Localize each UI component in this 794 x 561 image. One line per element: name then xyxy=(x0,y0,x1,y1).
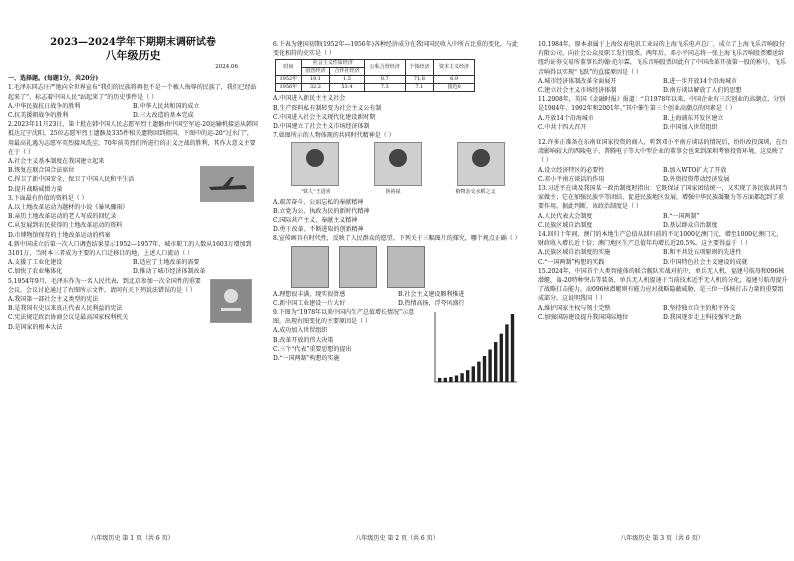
option-c: C.邓小平南方谈话的作用 xyxy=(538,175,605,183)
table-cell: 1956年 xyxy=(276,84,302,92)
question-8: 8.宣传画具有时代性，反映了人民群众的愿望。下列关于三幅图片的探究，哪个观点正确（ ） xyxy=(273,235,521,243)
question-3: 3.下面最有价值的资料是（ ） xyxy=(8,194,88,202)
question-3-options xyxy=(8,203,258,240)
portrait-caption: “铁人”王进喜 xyxy=(300,189,331,196)
question-9-options xyxy=(273,326,423,363)
option-b: B.亲历土地改革运动的老人写成的回忆录 xyxy=(8,213,117,221)
option-a: A.艰苦奋斗、公而忘私的奉献精神 xyxy=(273,198,364,206)
question-1: 1.毛泽东同志庄严地向全世界宣布“我们的民族将再也不是一个被人侮辱的民族了，我们已经站起来了”，标志着中国人民“站起来了”的历史事件是（ ） xyxy=(8,84,257,101)
question-15: 15.2024年，中国首个人类智能体的联合舰队实战对抗中，单兵无人机，福建号航母和096核潜艇，轰-20特种突击等装备，单兵无人机提速于当前技术近乎无人机的分化，福建号航母提升了战略打击能力，而096核潜艇则有能力应对战略隐蔽威胁，是三位一体核打击力量的重要组成部分。这说明我国（ ） xyxy=(538,267,788,303)
option-d: D.三大改造的基本完成 xyxy=(133,112,194,120)
option-d: D.外资投资带动经济发展 xyxy=(663,175,730,183)
option-d: D.中国特色社会主义建设的成就 xyxy=(663,258,748,266)
option-b: B.社会主义建设顺利推进 xyxy=(398,290,465,298)
question-14-options xyxy=(538,248,788,266)
exam-title: 2023—2024学年下期期末调研试卷 xyxy=(50,37,216,48)
option-c: C.从发展到农民获得的土地改革运动的资料 xyxy=(8,222,123,230)
option-c: C.新中国工业建设一片大好 xyxy=(273,299,346,307)
table-cell: 0.7 xyxy=(364,76,405,84)
option-d: D.提升战略威慑力量 xyxy=(8,185,63,193)
transport-plane-photo xyxy=(200,166,254,202)
table-cell: 71.8 xyxy=(405,76,433,84)
chart-axis xyxy=(435,312,517,382)
option-a: A.民族区域自治制度的实施 xyxy=(538,249,611,257)
option-b: B.立党为公、执政为民的新时代精神 xyxy=(273,207,370,215)
chart-bar xyxy=(472,366,475,382)
table-cell: 32.2 xyxy=(301,84,329,92)
question-9: 9.下图为“1978年以来中国内生产总值增长情况”示意图，出现右图变化的主要原因是（ ） xyxy=(273,309,415,326)
table-header: 个体经济 xyxy=(405,60,433,76)
question-4: 4.新中国成立后第一次人口调查结果显示1952—1957年，城市职工的人数从1603万增加到3101万，当时本三者成为主要的人口迁移目的地，上述人口流动（ ） xyxy=(8,240,252,258)
table-header: 公私合营经济 xyxy=(364,60,405,76)
option-a: A.社会主义基本制度在我国建立起来 xyxy=(8,158,105,166)
portrait-photo xyxy=(374,142,422,186)
option-b: B.中华人民共和国的成立 xyxy=(133,102,200,110)
table-cell: 19.1 xyxy=(301,76,329,84)
option-a: A.成功加入世贸组织 xyxy=(273,327,328,335)
table-row xyxy=(276,76,475,84)
table-cell: 7.1 xyxy=(405,84,433,92)
exam-subject: 八年级历史 xyxy=(105,49,161,62)
exam-page-2 xyxy=(265,0,529,561)
option-c: C.民族区域自治制度 xyxy=(538,221,593,229)
question-14: 14.回归十年间，澳门的本地生产总值从回归前的不足1000亿澳门元，增至1000亿澳门元，财政收入增长近十倍；澳门地区生产总值年均增长近20.5%。这主要得益于（ ） xyxy=(538,231,783,248)
option-b: B.恢复在联合国合法席位 xyxy=(8,167,75,175)
portrait-caption: 植物杂交水稻之父 xyxy=(455,189,496,196)
option-d: D.中国建立了社会主义市场经济体制 xyxy=(273,123,370,131)
table-row xyxy=(276,84,475,92)
option-d: D.南方谈话解放了人们的思想 xyxy=(663,87,742,95)
question-6-options xyxy=(273,94,523,131)
option-a: A.我国第一部社会主义类型的宪法 xyxy=(8,296,99,304)
question-1-options xyxy=(8,102,258,120)
option-c: C.抗美援朝战争的胜利 xyxy=(8,112,69,120)
exam-page-1 xyxy=(0,0,264,561)
option-a: A.支援了工业化建设 xyxy=(8,259,63,267)
question-13: 13.习近平在谈及我国某一政治制度时指出：它既保证了国家团结统一，又实现了各民族共同当家做主；它在加强民族平等团结、促进民族地区发展，增强中华民族凝聚力等方面都起到了重要作用。据此判断，该政治制度是（ ） xyxy=(538,185,788,211)
chart-bar xyxy=(511,314,514,382)
page-footer: 八年级历史 第 2 页（共 6 页） xyxy=(355,534,439,542)
question-10: 10.1984年，原本隶属于上海仪表电讯工业局的上海飞乐电声总厂，成立了上海飞乐音响股份有限公司，向社会公众及职工发行股票。两年后，邓小平同志将一张上海飞乐音响股票赠送给纽约证券交易所董事长约翰·范尔霖，飞乐音响股票因此有了中国改革开放第一股的称号，飞乐音响得以实现“飞跃”的直接原因是（ ） xyxy=(538,41,786,76)
option-d: D.推动了城市经济体制改革 xyxy=(133,268,206,276)
option-c: C.中共十四大召开 xyxy=(538,123,587,131)
option-c: C.捍卫了新中国安全，保卫了中国人民和平生活 xyxy=(8,176,135,184)
table-cell: 53.4 xyxy=(330,84,365,92)
portrait-photo xyxy=(457,142,505,186)
chart-bar xyxy=(477,362,480,382)
propaganda-posters xyxy=(291,246,523,288)
table-subheader: 合作社经济 xyxy=(330,68,365,76)
option-c: C.宪法规定政治协商会议是最高国家权利机关 xyxy=(8,314,129,322)
option-b: B.进一步开放14个沿海城市 xyxy=(663,77,737,85)
question-6: 6.下表为建国初期(1952年—1956年)各种经济成分在我国国民收入中所占比重的变化，与此变化相符的史实是（ ） xyxy=(273,41,518,58)
option-c: C.建立社会主义市场经济体制 xyxy=(538,87,617,95)
option-a: A.维护国家主权与领土完整 xyxy=(538,304,611,312)
option-b: B.是我国有史以来真正代表人民利益的宪法 xyxy=(8,305,123,313)
option-b: B.改革开放的伟大决策 xyxy=(273,336,334,344)
portrait-photo xyxy=(291,142,339,186)
option-c: C.国际共产主义、奉献主义精神 xyxy=(273,217,358,225)
chart-bar xyxy=(505,324,508,382)
question-5: 5.1954年9月，毛泽东作为一名人民代表，到北京参加一次全国性的重要会议，会议讨论通过了右图所示文件，请问有关下列说法错误的是（ ） xyxy=(8,277,201,294)
chart-bar xyxy=(449,377,452,382)
table-header: 资本主义经济 xyxy=(434,60,475,76)
question-12: 12.许多正准备在东南亚国家投资的商人，听到邓小平南方谈话的情况后，纷纷改投深圳，在台湾影响较大的西陵电子、普腾电子等大中型企业的董事会也来到深圳考察投资环境，这反映了（ ） xyxy=(538,139,788,165)
option-d: D.我国逐步走上科技强军之路 xyxy=(663,313,742,321)
option-d: D.市博物馆保存的土地改革运动的档案 xyxy=(8,231,111,239)
chart-bar xyxy=(500,334,503,382)
option-a: A.中华民族抗日战争的胜利 xyxy=(8,102,81,110)
table-cell: 1952年 xyxy=(276,76,302,84)
question-9-block xyxy=(273,308,523,363)
question-12-options xyxy=(538,166,788,184)
poster-image xyxy=(291,246,329,288)
page-footer: 八年级历史 第 1 页（共 6 页） xyxy=(90,534,174,542)
portrait-caption: 焦裕禄 xyxy=(385,189,401,196)
chart-bar xyxy=(455,376,458,383)
question-15-options xyxy=(538,304,788,322)
table-subheader: 国营经济 xyxy=(301,68,329,76)
option-c: C.三个“代表”重要思想的提出 xyxy=(273,345,352,353)
option-a: A.设立经济特区的必要性 xyxy=(538,166,605,174)
option-a: A.人民代表大会制度 xyxy=(538,212,593,220)
option-d: D.勇于改革、不断进取的创新精神 xyxy=(273,226,364,234)
option-b: B.上海浦东开发区建立 xyxy=(663,114,724,122)
poster-image xyxy=(387,246,425,288)
chart-bar xyxy=(466,370,469,382)
chart-bar xyxy=(438,378,441,382)
table-header: 社会主义性质经济 xyxy=(301,60,364,68)
option-b: B.“一国两制” xyxy=(663,212,700,220)
option-d: D.中国加入世贸组织 xyxy=(663,123,718,131)
chart-bar xyxy=(488,350,491,382)
option-b: B.坚持独立自主的和平外交 xyxy=(663,304,736,312)
option-a: A.中国进入新民主主义社会 xyxy=(273,95,346,103)
question-4-options xyxy=(8,258,258,276)
option-b: B.生产资料私有制转变为社会主义公有制 xyxy=(273,104,382,112)
gdp-growth-chart xyxy=(429,308,519,388)
portrait-photos xyxy=(273,142,523,186)
exam-date: 2024.06 xyxy=(215,64,238,70)
option-a: A.城市经济体制改革全面展开 xyxy=(538,77,617,85)
option-c: C.“一国两制”构想的实践 xyxy=(538,258,605,266)
question-11: 11.2008年，英国《金融时报》报道：“自1978年以来，中国企业有三次创业的高潮点，分别是1984年、1992年和2001年。”其中催生第三个创业高潮点的因素是（ ） xyxy=(538,96,786,113)
option-c: C.加快了农业集体化 xyxy=(8,268,63,276)
option-a: A.理想很丰满，现实很骨感 xyxy=(273,290,346,298)
emblem-icon xyxy=(211,280,251,322)
question-13-options xyxy=(538,212,788,230)
question-2: 2.2023年11月23日，第十批在韩中国人民志愿军烈士遗骸由中国空军运-20运输机接运从韩国抵达辽宁沈阳，25位志愿军烈士遗骸及335件相关遗物回到祖国。下图中的运-20“过水门”，用最高礼遇为志愿军英烈接风洗尘。70年前英烈们所进行的正义之战的胜利，其作大意义主要在于（ ） xyxy=(8,121,258,156)
question-10-options xyxy=(538,77,788,95)
option-b: B.和平共处五项原则的先进性 xyxy=(663,249,742,257)
table-header: 时间 xyxy=(276,60,302,76)
constitution-book-photo xyxy=(210,279,252,323)
page-footer: 八年级历史 第 3 页（共 6 页） xyxy=(620,534,704,542)
option-b: B.适应了土地改革的需要 xyxy=(133,259,200,267)
option-c: C.中国进入社会主义现代化建设新时期 xyxy=(273,113,376,121)
option-d: D.热情高扬，浮夸风盛行 xyxy=(398,299,465,307)
chart-bar xyxy=(494,342,497,382)
table-cell: 7.3 xyxy=(364,84,405,92)
table-cell: 1.5 xyxy=(330,76,365,84)
option-d: D.基层群众自治制度 xyxy=(663,221,718,229)
chart-bar xyxy=(444,378,447,382)
option-d: D.“一国两制”构想的实施 xyxy=(273,355,340,363)
table-cell: 接近0 xyxy=(434,84,475,92)
section-heading: 一、选择题。(每题1分，共20分) xyxy=(8,75,99,83)
table-cell: 6.9 xyxy=(434,76,475,84)
option-a: A.以土地改革运动为题材的小说《暴风骤雨》 xyxy=(8,204,129,212)
option-b: B.加入WTO扩大了开放 xyxy=(663,166,727,174)
question-11-options xyxy=(538,114,788,132)
option-d: D.是国家的根本大法 xyxy=(8,323,63,331)
plane-icon xyxy=(201,167,253,201)
question-7-options xyxy=(273,198,523,235)
question-7: 7.如图所示的人物体现的共同时代精神是（ ） xyxy=(273,132,395,140)
chart-bar xyxy=(483,356,486,382)
option-a: A.开放14个沿海城市 xyxy=(538,114,594,122)
economy-table xyxy=(275,59,475,92)
poster-image xyxy=(339,246,377,288)
question-8-options xyxy=(273,290,523,308)
portrait-captions xyxy=(273,188,523,197)
chart-bar xyxy=(460,373,463,382)
option-c: C.加强国防建设提升我国国际地位 xyxy=(538,313,629,321)
exam-page-3 xyxy=(530,0,794,561)
